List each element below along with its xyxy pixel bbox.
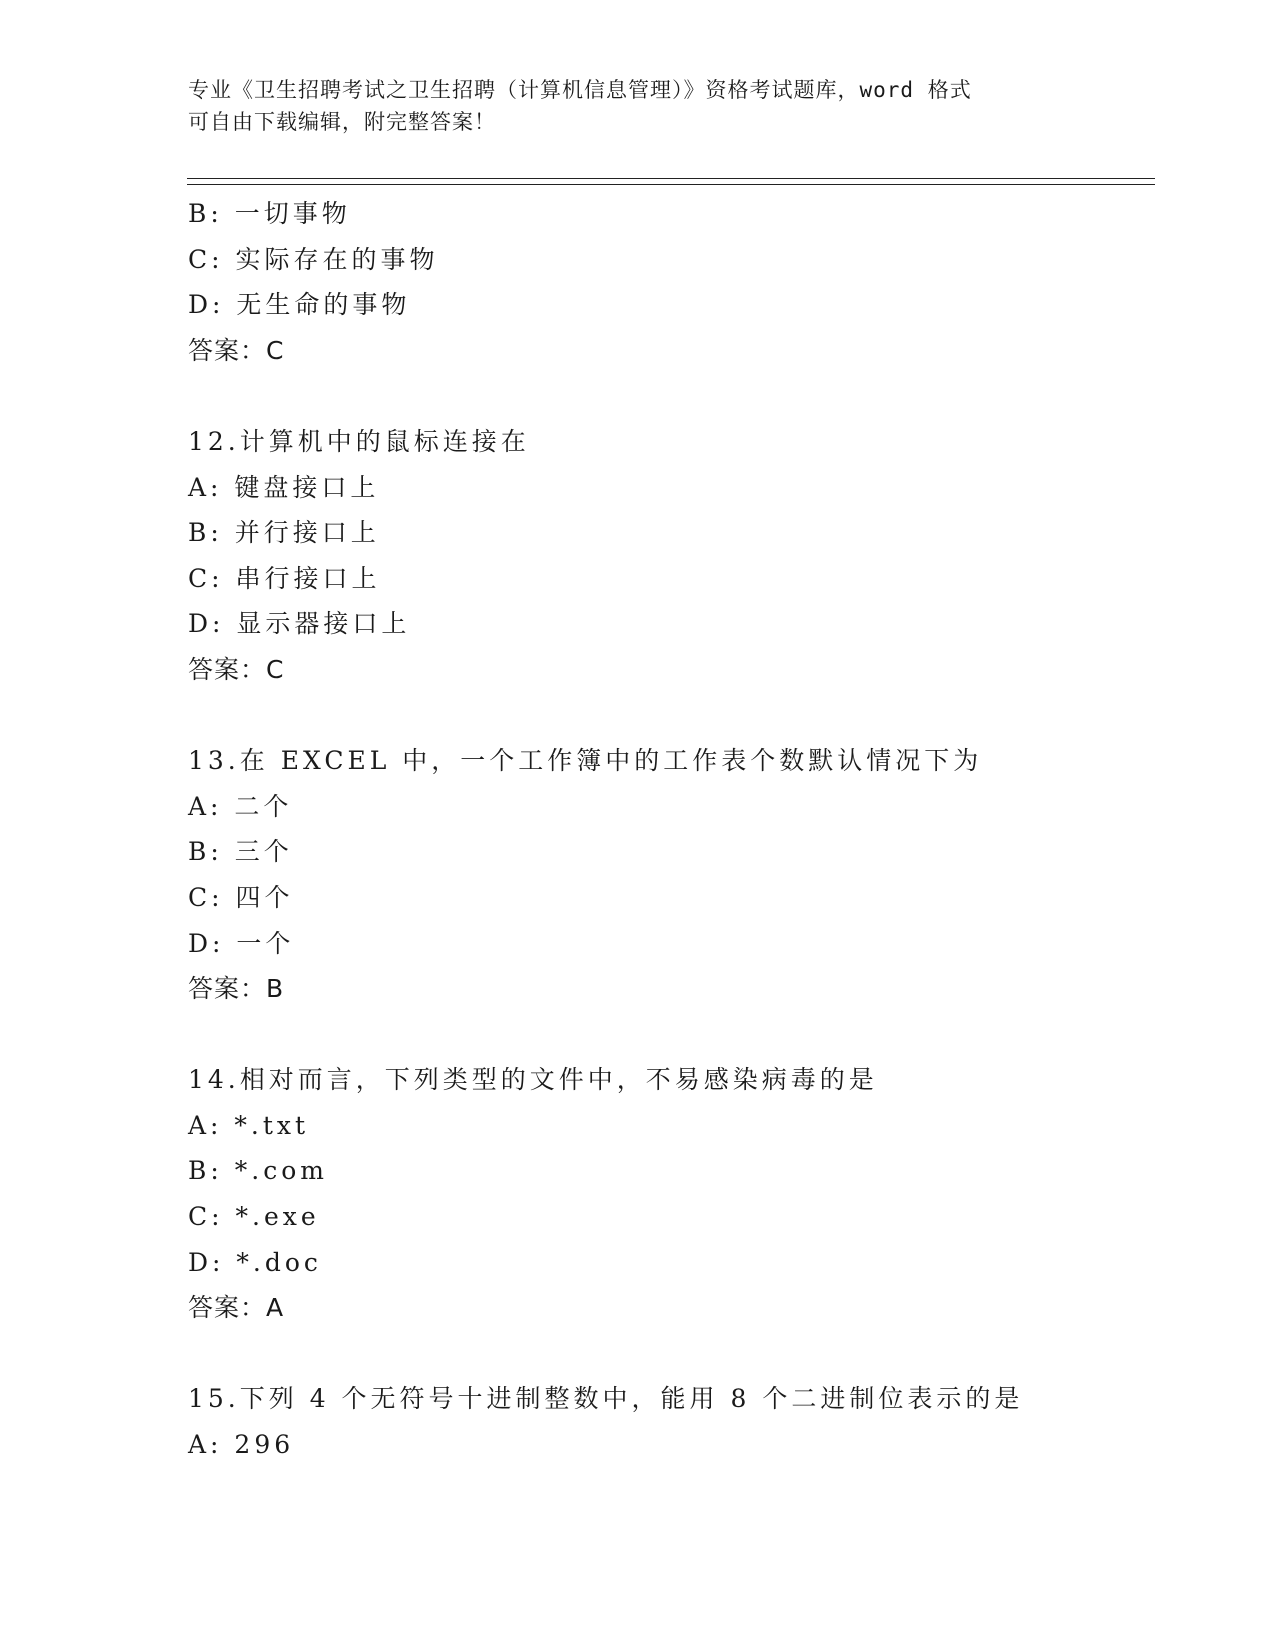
option-d: D: 无生命的事物 xyxy=(188,290,411,320)
question-text: 12.计算机中的鼠标连接在 xyxy=(188,426,530,456)
question-13 xyxy=(188,738,1148,1012)
question-12 xyxy=(188,419,1148,693)
option-d: D: 显示器接口上 xyxy=(188,609,411,639)
option-b: B: 并行接口上 xyxy=(188,518,380,548)
question-15 xyxy=(188,1376,1148,1467)
answer: 答案：C xyxy=(188,654,285,684)
option-c: C: *.exe xyxy=(188,1202,320,1232)
answer: 答案：A xyxy=(188,1293,285,1323)
option-c: C: 串行接口上 xyxy=(188,563,381,593)
option-d: D: *.doc xyxy=(188,1247,322,1277)
option-c: C: 实际存在的事物 xyxy=(188,244,439,274)
spacer xyxy=(188,693,1148,739)
option-a: A: 296 xyxy=(188,1430,295,1460)
question-text: 14.相对而言，下列类型的文件中，不易感染病毒的是 xyxy=(188,1065,878,1095)
option-b: B: *.com xyxy=(188,1156,328,1186)
answer: 答案：C xyxy=(188,335,285,365)
question-list xyxy=(188,191,1148,1468)
spacer xyxy=(188,1331,1148,1377)
question-text: 13.在 EXCEL 中，一个工作簿中的工作表个数默认情况下为 xyxy=(188,746,983,776)
option-a: A: 二个 xyxy=(188,791,293,821)
header-divider xyxy=(187,178,1155,185)
option-c: C: 四个 xyxy=(188,882,294,912)
question-14 xyxy=(188,1057,1148,1331)
question-text: 15.下列 4 个无符号十进制整数中，能用 8 个二进制位表示的是 xyxy=(188,1384,1024,1414)
option-b: B: 一切事物 xyxy=(188,199,351,228)
header-title-line-2: 可自由下载编辑，附完整答案！ xyxy=(188,110,496,134)
header-title-line-1: 专业《卫生招聘考试之卫生招聘（计算机信息管理）》资格考试题库，word 格式 xyxy=(188,78,972,102)
spacer xyxy=(188,373,1148,419)
document-header xyxy=(188,74,1088,138)
option-d: D: 一个 xyxy=(188,928,295,958)
question-11-tail xyxy=(188,191,1148,373)
option-a: A: *.txt xyxy=(188,1110,310,1140)
answer: 答案：B xyxy=(188,974,285,1004)
option-b: B: 三个 xyxy=(188,837,293,867)
spacer xyxy=(188,1012,1148,1058)
option-a: A: 键盘接口上 xyxy=(188,472,380,502)
